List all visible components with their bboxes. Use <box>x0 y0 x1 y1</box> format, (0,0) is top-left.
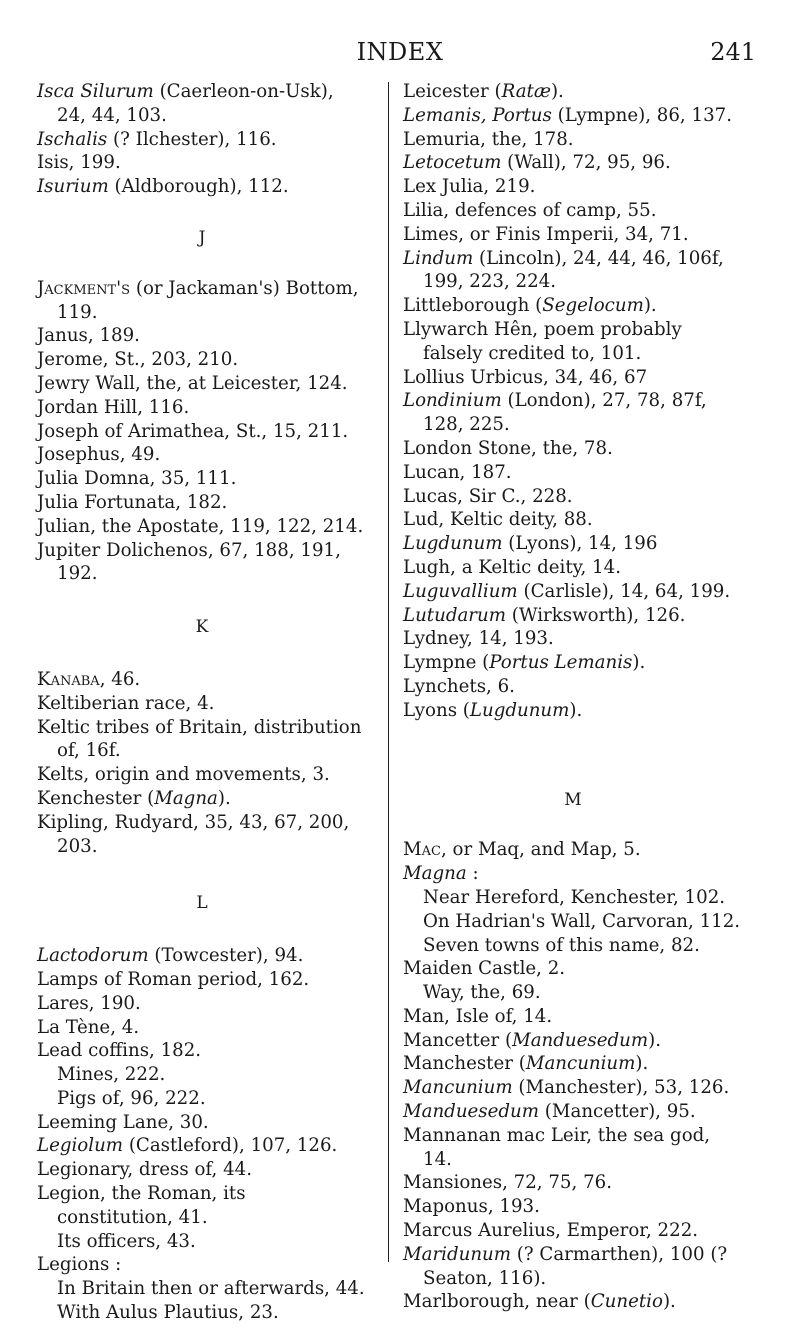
index-entry: Pigs of, 96, 222. <box>57 1087 206 1109</box>
index-entry: Kipling, Rudyard, 35, 43, 67, 200, 203. <box>37 811 350 857</box>
index-entry: Mines, 222. <box>57 1064 166 1086</box>
index-entry: Way, the, 69. <box>423 982 541 1004</box>
index-entry: Lamps of Roman period, 162. <box>37 968 310 990</box>
index-entry: With Aulus Plautius, 23. <box>57 1302 279 1324</box>
index-entry: Kelts, origin and movements, 3. <box>37 764 330 786</box>
index-entry: Kenchester (Magna). <box>37 787 231 809</box>
index-entry: Maridunum (? Carmarthen), 100 (? Seaton, 116). <box>403 1243 728 1289</box>
index-entry: Julian, the Apostate, 119, 122, 214. <box>37 515 364 537</box>
index-entry: Marlborough, near (Cunetio). <box>403 1291 676 1313</box>
index-entry: Legiolum (Castleford), 107, 126. <box>37 1135 338 1157</box>
index-entry: London Stone, the, 78. <box>403 437 613 459</box>
index-entry: Lugh, a Keltic deity, 14. <box>403 556 621 578</box>
index-entry: Letocetum (Wall), 72, 95, 96. <box>403 152 671 174</box>
section-letter-k: K <box>195 617 209 638</box>
index-entry: Legions : <box>37 1254 122 1276</box>
index-entry: Leeming Lane, 30. <box>37 1111 209 1133</box>
section-letter-l: L <box>196 893 208 914</box>
index-entry: Isca Silurum (Caerleon-on-Usk), 24, 44, 103. <box>37 81 334 126</box>
index-entry: Kanaba, 46. <box>37 668 141 690</box>
index-entry: Josephus, 49. <box>37 444 161 466</box>
index-entry: Mancunium (Manchester), 53, 126. <box>403 1077 730 1099</box>
index-entry: Legion, the Roman, its constitution, 41. <box>37 1183 246 1228</box>
index-entry: Lindum (Lincoln), 24, 44, 46, 106f, 199, 223, 224. <box>403 247 724 293</box>
index-entry: Lollius Urbicus, 34, 46, 67 <box>403 366 648 388</box>
index-entry: Londinium (London), 27, 78, 87f, 128, 225. <box>403 390 707 436</box>
index-entry: Limes, or Finis Imperii, 34, 71. <box>403 223 689 245</box>
right-column <box>403 80 743 1314</box>
index-entry: Magna : <box>403 863 479 885</box>
index-entry: Julia Domna, 35, 111. <box>37 468 237 490</box>
index-entry: Isurium (Aldborough), 112. <box>37 176 289 198</box>
index-entry: Lemanis, Portus (Lympne), 86, 137. <box>403 104 732 126</box>
index-entry: Lugdunum (Lyons), 14, 196 <box>403 533 658 555</box>
index-entry: Isis, 199. <box>37 152 121 174</box>
index-entry: Jordan Hill, 116. <box>37 396 190 418</box>
index-entry: Lud, Keltic deity, 88. <box>403 509 593 531</box>
index-entry: Lares, 190. <box>37 992 141 1014</box>
index-entry: Keltic tribes of Britain, distribution of, 16f. <box>37 716 362 762</box>
index-entry: Legionary, dress of, 44. <box>37 1159 252 1181</box>
index-entry: Marcus Aurelius, Emperor, 222. <box>403 1220 699 1242</box>
index-entry: Near Hereford, Kenchester, 102. <box>423 886 726 908</box>
l-entries <box>37 944 367 1325</box>
index-entry: Lead coffins, 182. <box>37 1040 202 1062</box>
index-entry: Lynchets, 6. <box>403 675 515 697</box>
page-header <box>0 38 800 78</box>
index-entry: Keltiberian race, 4. <box>37 692 215 714</box>
index-entry: Mansiones, 72, 75, 76. <box>403 1172 612 1194</box>
index-entry: Lemuria, the, 178. <box>403 128 574 150</box>
index-entry: In Britain then or afterwards, 44. <box>57 1278 365 1300</box>
index-entry: Jerome, St., 203, 210. <box>37 349 239 371</box>
index-entry: Ischalis (? Ilchester), 116. <box>37 128 277 150</box>
index-entry: Mac, or Maq, and Map, 5. <box>403 839 641 861</box>
index-entry: Seven towns of this name, 82. <box>423 934 700 956</box>
index-entry: La Tène, 4. <box>37 1016 140 1038</box>
index-entry: Its officers, 43. <box>57 1230 196 1252</box>
index-entry: Mannanan mac Leir, the sea god, 14. <box>403 1124 711 1170</box>
index-entry: Lactodorum (Towcester), 94. <box>37 945 304 967</box>
l-entries-continued <box>403 80 743 723</box>
section-letter-j: J <box>198 227 206 248</box>
page-number: 241 <box>710 38 756 66</box>
index-entry: Janus, 189. <box>37 325 140 347</box>
left-column <box>37 80 367 1325</box>
page-title: INDEX <box>356 38 444 66</box>
index-entry: Maponus, 193. <box>403 1196 540 1218</box>
index-entry: Leicester (Ratæ). <box>403 81 564 102</box>
i-entries <box>37 80 367 199</box>
index-entry: Lex Julia, 219. <box>403 176 536 198</box>
index-entry: Lyons (Lugdunum). <box>403 699 583 721</box>
index-entry: Maiden Castle, 2. <box>403 958 566 980</box>
index-entry: Llywarch Hên, poem probably falsely credited to, 101. <box>403 318 682 364</box>
index-entry: Jewry Wall, the, at Leicester, 124. <box>37 372 348 394</box>
index-entry: Mancetter (Manduesedum). <box>403 1029 661 1051</box>
section-letter-m: M <box>564 789 582 810</box>
index-entry: Jupiter Dolichenos, 67, 188, 191, 192. <box>37 539 341 585</box>
index-entry: Lucan, 187. <box>403 461 512 483</box>
index-entry: Lucas, Sir C., 228. <box>403 485 573 507</box>
index-entry: On Hadrian's Wall, Carvoran, 112. <box>423 910 741 932</box>
index-entry: Julia Fortunata, 182. <box>37 491 228 513</box>
m-entries <box>403 838 743 1314</box>
index-entry: Littleborough (Segelocum). <box>403 295 657 317</box>
index-entry: Manduesedum (Mancetter), 95. <box>403 1101 696 1123</box>
index-entry: Luguvallium (Carlisle), 14, 64, 199. <box>403 580 731 602</box>
index-entry: Lilia, defences of camp, 55. <box>403 199 657 221</box>
k-entries <box>37 668 367 858</box>
index-entry: Jackment's (or Jackaman's) Bottom, 119. <box>37 277 359 323</box>
index-entry: Joseph of Arimathea, St., 15, 211. <box>37 420 349 442</box>
index-entry: Lydney, 14, 193. <box>403 628 554 650</box>
index-entry: Lympne (Portus Lemanis). <box>403 652 646 674</box>
index-entry: Manchester (Mancunium). <box>403 1053 649 1075</box>
index-entry: Lutudarum (Wirksworth), 126. <box>403 604 686 626</box>
j-entries <box>37 277 367 586</box>
index-entry: Man, Isle of, 14. <box>403 1005 553 1027</box>
column-divider <box>388 82 389 1262</box>
